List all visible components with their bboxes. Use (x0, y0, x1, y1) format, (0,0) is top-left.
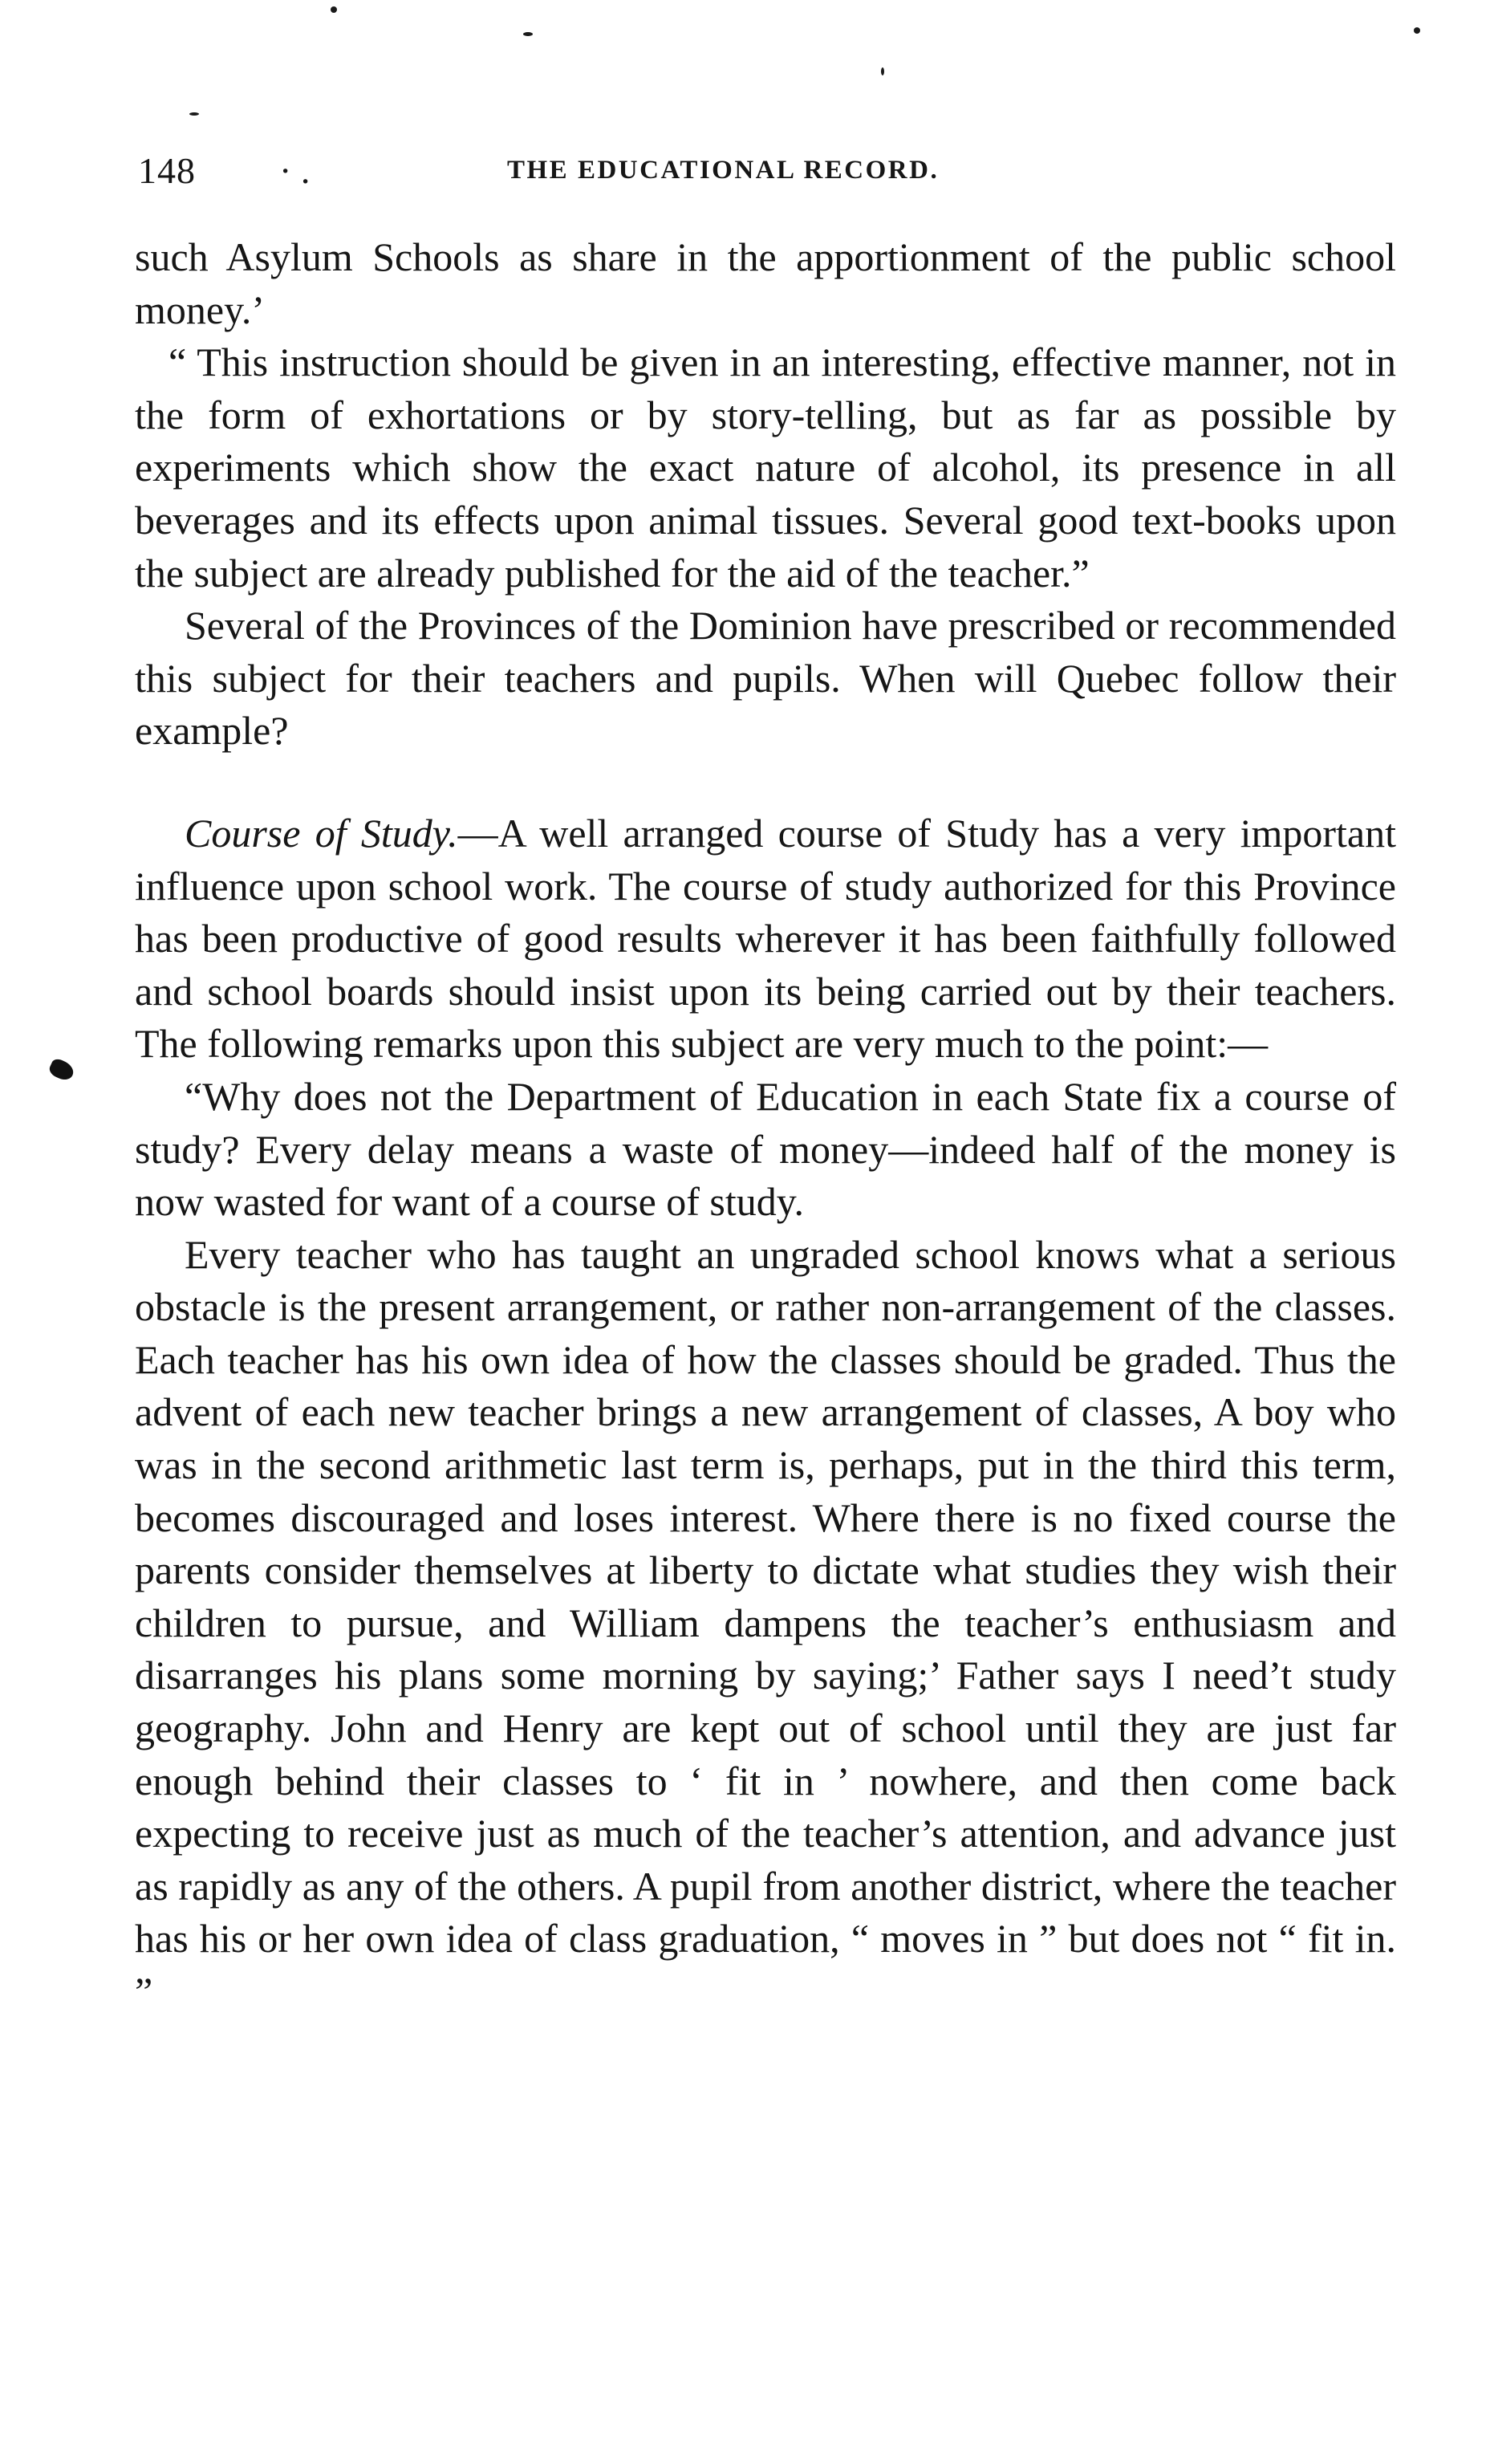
page-header (138, 149, 1390, 213)
scan-speck (331, 6, 337, 13)
paragraph: Every teacher who has taught an ungraded school knows what a serious obstacle is the present arrangement, or rather non-arrangement of the classes. Each teacher has his own idea of how the classes should be graded. Thus the advent of each new teacher brings a new arrangement of classes, A boy who was in the second arithmetic last term is, perhaps, put in the third this term, becomes discouraged and loses interest. Where there is no fixed course the parents consider themselves at liberty to dictate what studies they wish their children to pursue, and William dampens the teacher’s enthusiasm and disarranges his plans some morning by saying;’ Father says I need’t study geography. John and Henry are kept out of school until they are just far enough behind their classes to ‘ fit in ’ nowhere, and then come back expecting to receive just as much of the teacher’s attention, and advance just as rapidly as any of the others. A pupil from another district, where the teacher has his or her own idea of class graduation, “ moves in ” but does not “ fit in. ” (135, 1231, 1396, 2014)
paragraph: “Why does not the Department of Education in each State fix a course of study? Every delay means a waste of money—indeed half of the money is now wasted for want of a course of study. (135, 1073, 1396, 1225)
page-number: 148 (138, 150, 196, 191)
paragraph: such Asylum Schools as share in the apportionment of the public school money.’ (135, 234, 1396, 332)
article-body (135, 231, 1396, 2019)
section-heading: Course of Study. (185, 810, 458, 856)
scan-speck (1414, 27, 1420, 34)
ink-blot (47, 1057, 76, 1084)
paragraph: Several of the Provinces of the Dominion have prescribed or recommended this subject for their teachers and pupils. When will Quebec follow their example? (135, 603, 1396, 754)
running-head: THE EDUCATIONAL RECORD. (507, 156, 940, 185)
section-text: —A well arranged course of Study has a very important influence upon school work. The course of study authorized for this Province has been productive of good results wherever it has been faithfully followed and school boards should insist upon its being carried out by their teachers. The following remarks upon this subject are very much to the point:— (135, 810, 1397, 1067)
scan-speck (189, 112, 199, 116)
scan-speck (881, 67, 884, 75)
paragraph: “ This instruction should be given in an interesting, effective manner, not in the form of exhortations or by story-telling, but as far as possible by experiments which show the exact nature of alcohol, its presence in all beverages and its effects upon animal tissues. Several good text-books upon the subject are already published for the aid of the teacher.” (135, 340, 1396, 596)
paragraph (135, 807, 1396, 1071)
scan-speck (523, 32, 533, 36)
header-dots: · . (279, 150, 311, 191)
